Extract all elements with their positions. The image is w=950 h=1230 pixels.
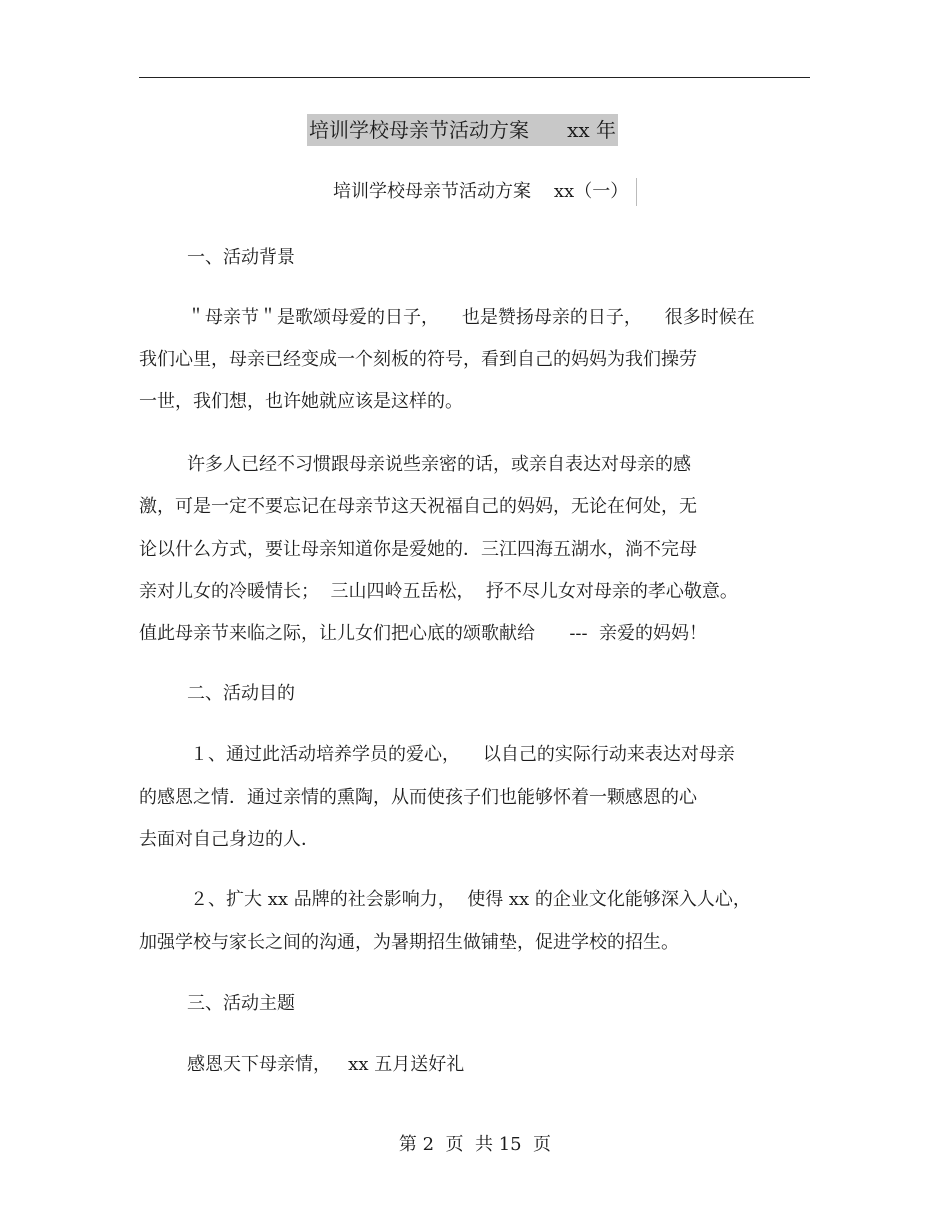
paragraph-line: 值此母亲节来临之际，让儿女们把心底的颂歌献给 --- 亲爱的妈妈！ (139, 623, 708, 644)
section-heading-purpose: 二、活动目的 (187, 683, 295, 704)
paragraph-line: ２、扩大 xx 品牌的社会影响力， 使得 xx 的企业文化能够深入人心， (190, 889, 751, 910)
paragraph-line: 感恩天下母亲情， xx 五月送好礼 (187, 1054, 465, 1075)
document-subtitle: 培训学校母亲节活动方案 xx（一） (333, 178, 637, 206)
page-number: 第 2 页 共 15 页 (398, 1134, 552, 1155)
paragraph-line: 加强学校与家长之间的沟通，为暑期招生做铺垫，促进学校的招生。 (139, 932, 679, 953)
section-heading-theme: 三、活动主题 (187, 993, 295, 1014)
paragraph-line: 亲对儿女的冷暖情长； 三山四岭五岳松， 抒不尽儿女对母亲的孝心敬意。 (139, 581, 738, 602)
paragraph-line: 去面对自己身边的人． (139, 829, 319, 850)
paragraph-line: 的感恩之情．通过亲情的熏陶，从而使孩子们也能够怀着一颗感恩的心 (139, 787, 697, 808)
paragraph-line: 论以什么方式，要让母亲知道你是爱她的．三江四海五湖水，淌不完母 (139, 539, 697, 560)
paragraph-line: 许多人已经不习惯跟母亲说些亲密的话，或亲自表达对母亲的感 (187, 454, 691, 475)
section-heading-background: 一、活动背景 (187, 247, 295, 268)
document-title: 培训学校母亲节活动方案 xx 年 (307, 114, 618, 146)
header-rule (139, 77, 810, 78)
paragraph-line: 我们心里，母亲已经变成一个刻板的符号，看到自己的妈妈为我们操劳 (139, 349, 697, 370)
paragraph-line: ＂母亲节＂是歌颂母爱的日子， 也是赞扬母亲的日子， 很多时候在 (187, 307, 755, 328)
paragraph-line: 一世，我们想，也许她就应该是这样的。 (139, 391, 463, 412)
paragraph-line: １、通过此活动培养学员的爱心， 以自己的实际行动来表达对母亲 (190, 744, 735, 765)
paragraph-line: 激，可是一定不要忘记在母亲节这天祝福自己的妈妈，无论在何处，无 (139, 496, 697, 517)
